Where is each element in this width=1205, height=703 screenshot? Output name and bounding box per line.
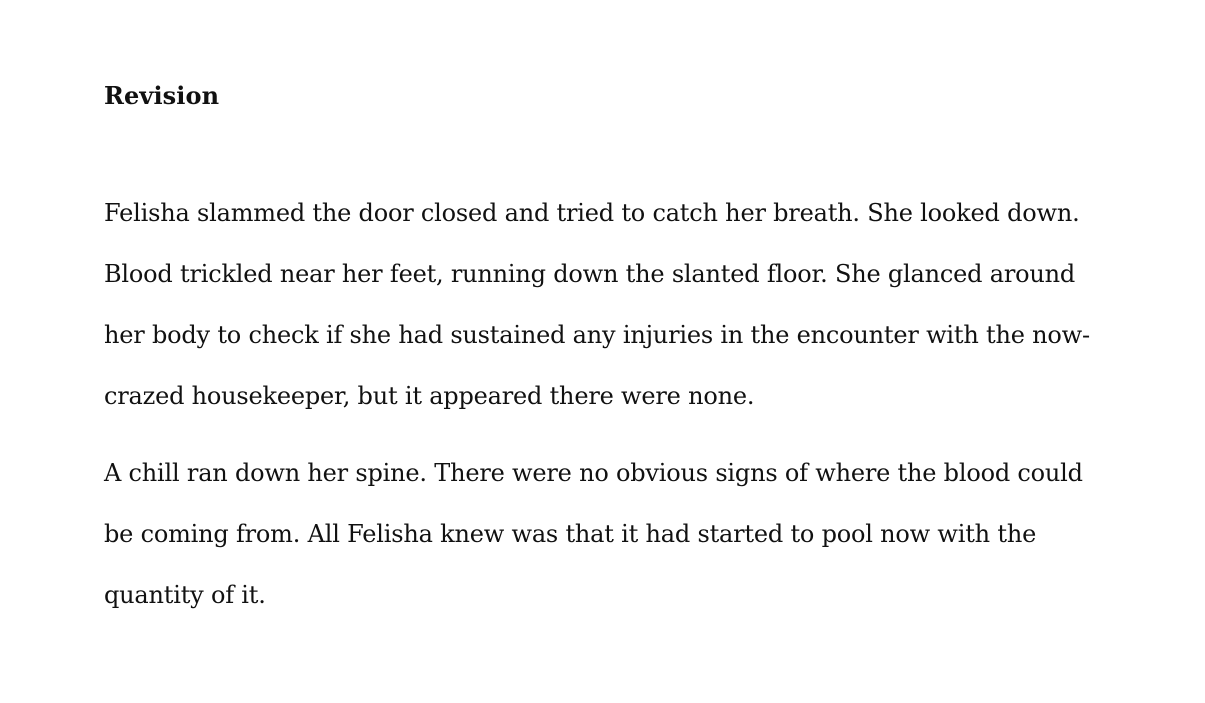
paragraph-2: A chill ran down her spine. There were no obvious signs of where the blood could be coming from. All Felisha knew was that it had started to pool now with the quantity of it.	[104, 459, 1083, 609]
paragraph-1: Felisha slammed the door closed and tried to catch her breath. She looked down. Blood trickled near her feet, running down the slanted floor. She glanced around her body to check if she had sustained any injuries in the encounter with the now-crazed housekeeper, but it appeared there were none.	[104, 199, 1090, 410]
document-heading: Revision	[104, 81, 220, 110]
